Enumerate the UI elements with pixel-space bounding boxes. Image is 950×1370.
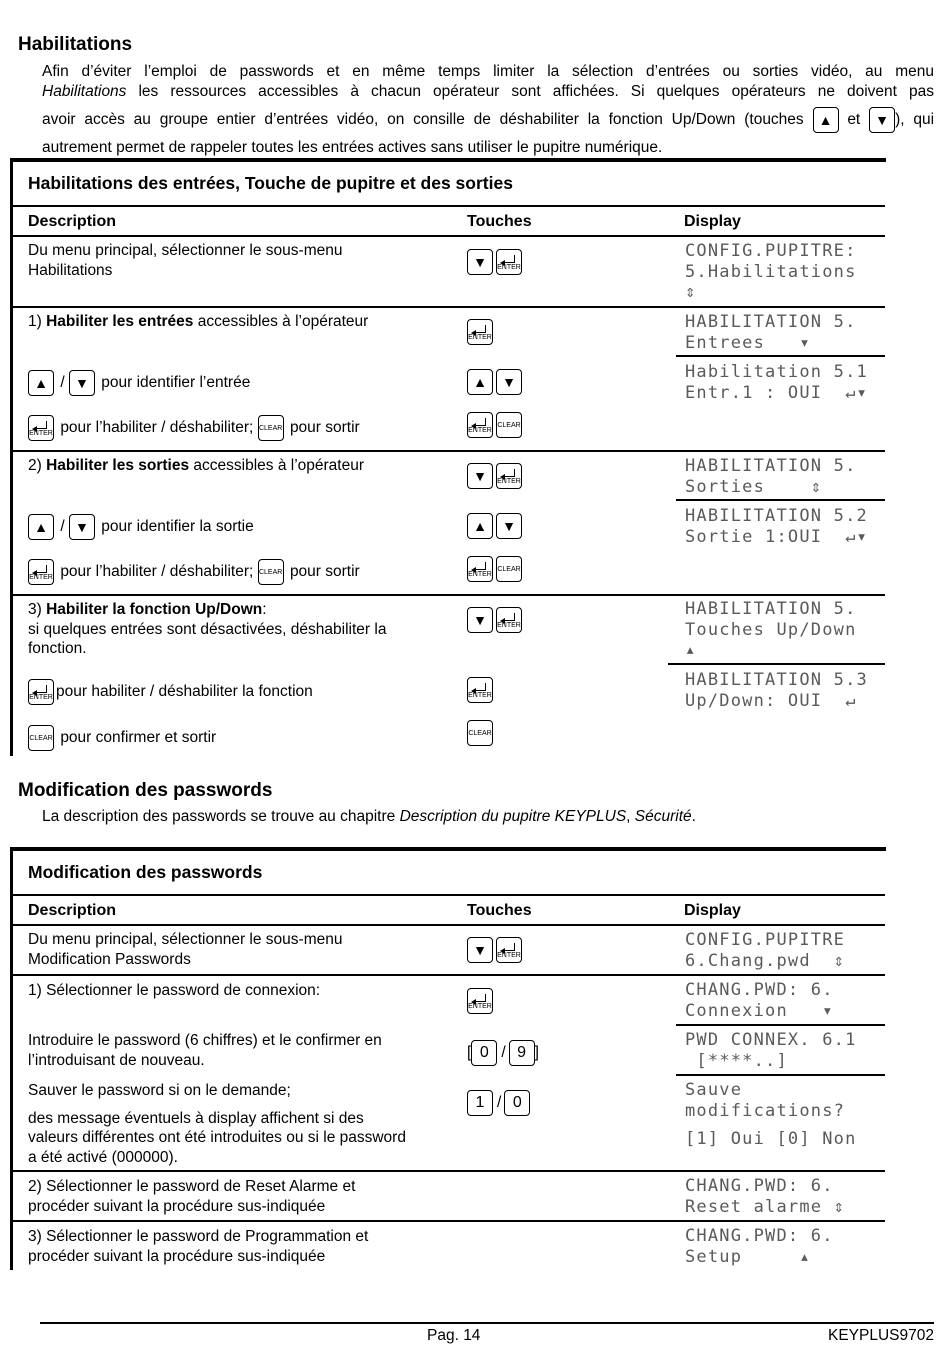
- clear-key-icon: CLEAR: [258, 559, 284, 585]
- enter-key-icon: ENTER: [28, 415, 54, 441]
- table2-row2-lcd-rule: [676, 1024, 885, 1026]
- page-number: Pag. 14: [427, 1327, 481, 1344]
- table1-row4-keys: [467, 607, 525, 633]
- section-title-habilitations: Habilitations: [18, 34, 133, 55]
- table1-top-rule: [10, 158, 886, 162]
- enter-key-icon: ENTER: [467, 988, 493, 1014]
- table1-col-display: Display: [684, 213, 741, 230]
- enter-key-icon: ENTER: [496, 607, 522, 633]
- table1-row2-description: 1) Habiliter les entrées accessibles à l’opérateur: [28, 313, 369, 330]
- table1-row3-rule: [12, 594, 885, 596]
- clear-key-icon: CLEAR: [28, 725, 54, 751]
- table2-row2-keys: [467, 988, 496, 1014]
- section-intro-line3: [42, 106, 934, 134]
- table2-left-rule: [10, 847, 13, 1270]
- table2-title: Modification des passwords: [28, 862, 263, 882]
- table1-row3-identify-keys: [467, 513, 525, 539]
- intro-text-2: les ressources accessibles à chacun opérateur sont affichées. Si quelques opérateurs ne doivent pas: [138, 82, 934, 100]
- exit-text: pour sortir: [289, 563, 360, 580]
- table1-row4-lcd: HABILITATION 5. Touches Up/Down ▴: [685, 599, 857, 660]
- table1-row2-rule: [12, 450, 885, 452]
- down-key-icon: ▼: [467, 249, 493, 275]
- table1-row4-description: 3) Habiliter la fonction Up/Down: si quelques entrées sont désactivées, déshabiliter la fonction.: [28, 601, 387, 657]
- table2-col-touches: Touches: [467, 902, 532, 919]
- table2-row4-keys: 1 / 0: [467, 1088, 533, 1118]
- table1-row3-lcd: HABILITATION 5. Sorties ⇕: [685, 456, 857, 497]
- intro-end: ), qui: [895, 111, 935, 128]
- table1-row2-enable: [28, 414, 360, 442]
- up-key-icon: ▲: [467, 513, 493, 539]
- identify-output-text: pour identifier la sortie: [101, 518, 254, 535]
- table2-row3-keys: [ 0 / 9 ]: [467, 1038, 539, 1068]
- identify-entry-text: pour identifier l’entrée: [101, 374, 251, 391]
- section-intro-habilitations: [42, 62, 934, 101]
- intro-text: Afin d’éviter l’emploi de passwords et en même temps limiter la sélection d’entrées ou sorties vidéo, au menu: [42, 63, 934, 80]
- table1-row2-identify-keys: [467, 369, 525, 395]
- enter-key-icon: ENTER: [28, 559, 54, 585]
- digit-1-key-icon: 1: [467, 1090, 493, 1116]
- enter-key-icon: ENTER: [496, 249, 522, 275]
- table2-row4-description: Sauver le password si on le demande; des message éventuels à display affichent si des valeurs différentes ont été introduites ou si le password a été activé (000000).: [28, 1082, 406, 1166]
- table1-row4-enable-lcd: HABILITATION 5.3 Up/Down: OUI ↵: [685, 670, 868, 711]
- intro-et: et: [847, 111, 861, 128]
- table2-row4-lcd-options: [1] Oui [0] Non: [685, 1129, 857, 1149]
- enter-key-icon: ENTER: [28, 679, 54, 705]
- table2-row6-description: 3) Sélectionner le password de Programmation et procéder suivant la procédure sus-indiquée: [28, 1228, 369, 1265]
- confirm-exit-text: pour confirmer et sortir: [60, 729, 217, 746]
- enable-output-text: pour l’habiliter / déshabiliter;: [60, 563, 254, 580]
- table1-row2-keys: [467, 319, 496, 345]
- table1-row2-lcd: HABILITATION 5. Entrees ▾: [685, 312, 857, 353]
- table1-row4-confirm: [28, 724, 216, 752]
- table2-row2-description: 1) Sélectionner le password de connexion:: [28, 982, 321, 999]
- table1-row2-identify-lcd: Habilitation 5.1 Entr.1 : OUI ↵▾: [685, 362, 868, 403]
- exit-text: pour sortir: [289, 419, 360, 436]
- table2-row1-description: Du menu principal, sélectionner le sous-menu Modification Passwords: [28, 931, 343, 968]
- table2-row1-lcd: CONFIG.PUPITRE 6.Chang.pwd ⇕: [685, 930, 846, 971]
- table2-header-rule: [12, 924, 885, 926]
- table1-header-rule: [12, 235, 885, 237]
- table1-row4-enable-keys: [467, 677, 496, 703]
- table1-row2-enable-keys: [467, 412, 525, 438]
- table1-row3-identify: ▲ / ▼ pour identifier la sortie: [28, 513, 254, 541]
- enter-key-icon: ENTER: [467, 319, 493, 345]
- table1-title-rule: [12, 205, 885, 207]
- table1-row4-enable: [28, 678, 313, 706]
- section-intro-passwords: La description des passwords se trouve au chapitre Description du pupitre KEYPLUS, Sécurité.: [42, 808, 696, 825]
- clear-key-icon: CLEAR: [467, 720, 493, 746]
- enter-key-icon: ENTER: [496, 937, 522, 963]
- table1-row3-identify-lcd: HABILITATION 5.2 Sortie 1:OUI ↵▾: [685, 506, 868, 547]
- down-key-icon: ▼: [467, 463, 493, 489]
- table1-row4-confirm-keys: [467, 720, 496, 746]
- table1-row1-description: Du menu principal, sélectionner le sous-menu Habilitations: [28, 242, 343, 279]
- table2-col-description: Description: [28, 902, 117, 919]
- clear-key-icon: CLEAR: [258, 415, 284, 441]
- down-key-icon: ▼: [69, 514, 95, 540]
- digit-9-key-icon: 9: [509, 1040, 535, 1066]
- enter-key-icon: ENTER: [467, 412, 493, 438]
- table2-row5-rule: [12, 1220, 885, 1222]
- table1-row3-lcd-rule: [676, 499, 885, 501]
- table2-row5-lcd: CHANG.PWD: 6. Reset alarme ⇕: [685, 1176, 846, 1217]
- enable-updown-text: pour habiliter / déshabiliter la fonction: [56, 683, 313, 700]
- digit-0-key-icon: 0: [504, 1090, 530, 1116]
- enter-key-icon: ENTER: [467, 677, 493, 703]
- down-key-icon: ▼: [467, 937, 493, 963]
- table1-row3-enable-keys: [467, 556, 525, 582]
- table1-row3-enable: [28, 558, 360, 586]
- table2-row1-keys: [467, 937, 525, 963]
- table1-title: Habilitations des entrées, Touche de pupitre et des sorties: [28, 173, 513, 193]
- table1-row1-rule: [12, 306, 885, 308]
- table1-row3-keys: [467, 463, 525, 489]
- up-key-icon: ▲: [28, 370, 54, 396]
- document-code: KEYPLUS9702: [828, 1327, 934, 1344]
- down-key-icon: ▼: [869, 107, 895, 133]
- table1-col-touches: Touches: [467, 213, 532, 230]
- table1-row1-lcd: CONFIG.PUPITRE: 5.Habilitations ⇕: [685, 241, 857, 302]
- down-key-icon: ▼: [467, 607, 493, 633]
- table2-row3-lcd-rule: [676, 1074, 885, 1076]
- intro-italic: Habilitations: [42, 82, 127, 100]
- clear-key-icon: CLEAR: [496, 412, 522, 438]
- down-key-icon: ▼: [69, 370, 95, 396]
- section-intro-line4: autrement permet de rappeler toutes les entrées actives sans utiliser le pupitre numérique.: [42, 139, 663, 156]
- table1-left-rule: [10, 158, 13, 756]
- table1-row3-description: 2) Habiliter les sorties accessibles à l’opérateur: [28, 457, 365, 474]
- footer-rule: [40, 1322, 934, 1324]
- table2-col-display: Display: [684, 902, 741, 919]
- enter-key-icon: ENTER: [467, 556, 493, 582]
- table2-row4-lcd: Sauve modifications?: [685, 1080, 846, 1121]
- table2-row2-lcd: CHANG.PWD: 6. Connexion ▾: [685, 980, 834, 1021]
- down-key-icon: ▼: [496, 513, 522, 539]
- table1-col-description: Description: [28, 213, 117, 230]
- intro-text-3: avoir accès au groupe entier d’entrées vidéo, on consille de déshabiliter la fonction Up/Down (touches: [42, 111, 804, 128]
- table2-row6-lcd: CHANG.PWD: 6. Setup ▴: [685, 1226, 834, 1267]
- table2-row3-lcd: PWD CONNEX. 6.1 [****..]: [685, 1030, 857, 1071]
- table2-row4-rule: [12, 1170, 885, 1172]
- enable-entry-text: pour l’habiliter / déshabiliter;: [60, 419, 254, 436]
- table2-row1-rule: [12, 974, 885, 976]
- enter-key-icon: ENTER: [496, 463, 522, 489]
- up-key-icon: ▲: [813, 107, 839, 133]
- digit-0-key-icon: 0: [471, 1040, 497, 1066]
- table2-row3-description: Introduire le password (6 chiffres) et le confirmer en l’introduisant de nouveau.: [28, 1032, 382, 1069]
- up-key-icon: ▲: [28, 514, 54, 540]
- up-key-icon: ▲: [467, 369, 493, 395]
- table2-top-rule: [10, 847, 886, 851]
- table2-row5-description: 2) Sélectionner le password de Reset Alarme et procéder suivant la procédure sus-indiquée: [28, 1178, 356, 1215]
- section-title-passwords: Modification des passwords: [18, 780, 273, 801]
- table1-row2-identify: ▲ / ▼ pour identifier l’entrée: [28, 369, 250, 397]
- table1-row1-keys: [467, 249, 525, 275]
- clear-key-icon: CLEAR: [496, 556, 522, 582]
- table1-row4-lcd-rule: [668, 663, 885, 665]
- table1-row2-lcd-rule: [676, 355, 885, 357]
- table2-title-rule: [12, 894, 885, 896]
- down-key-icon: ▼: [496, 369, 522, 395]
